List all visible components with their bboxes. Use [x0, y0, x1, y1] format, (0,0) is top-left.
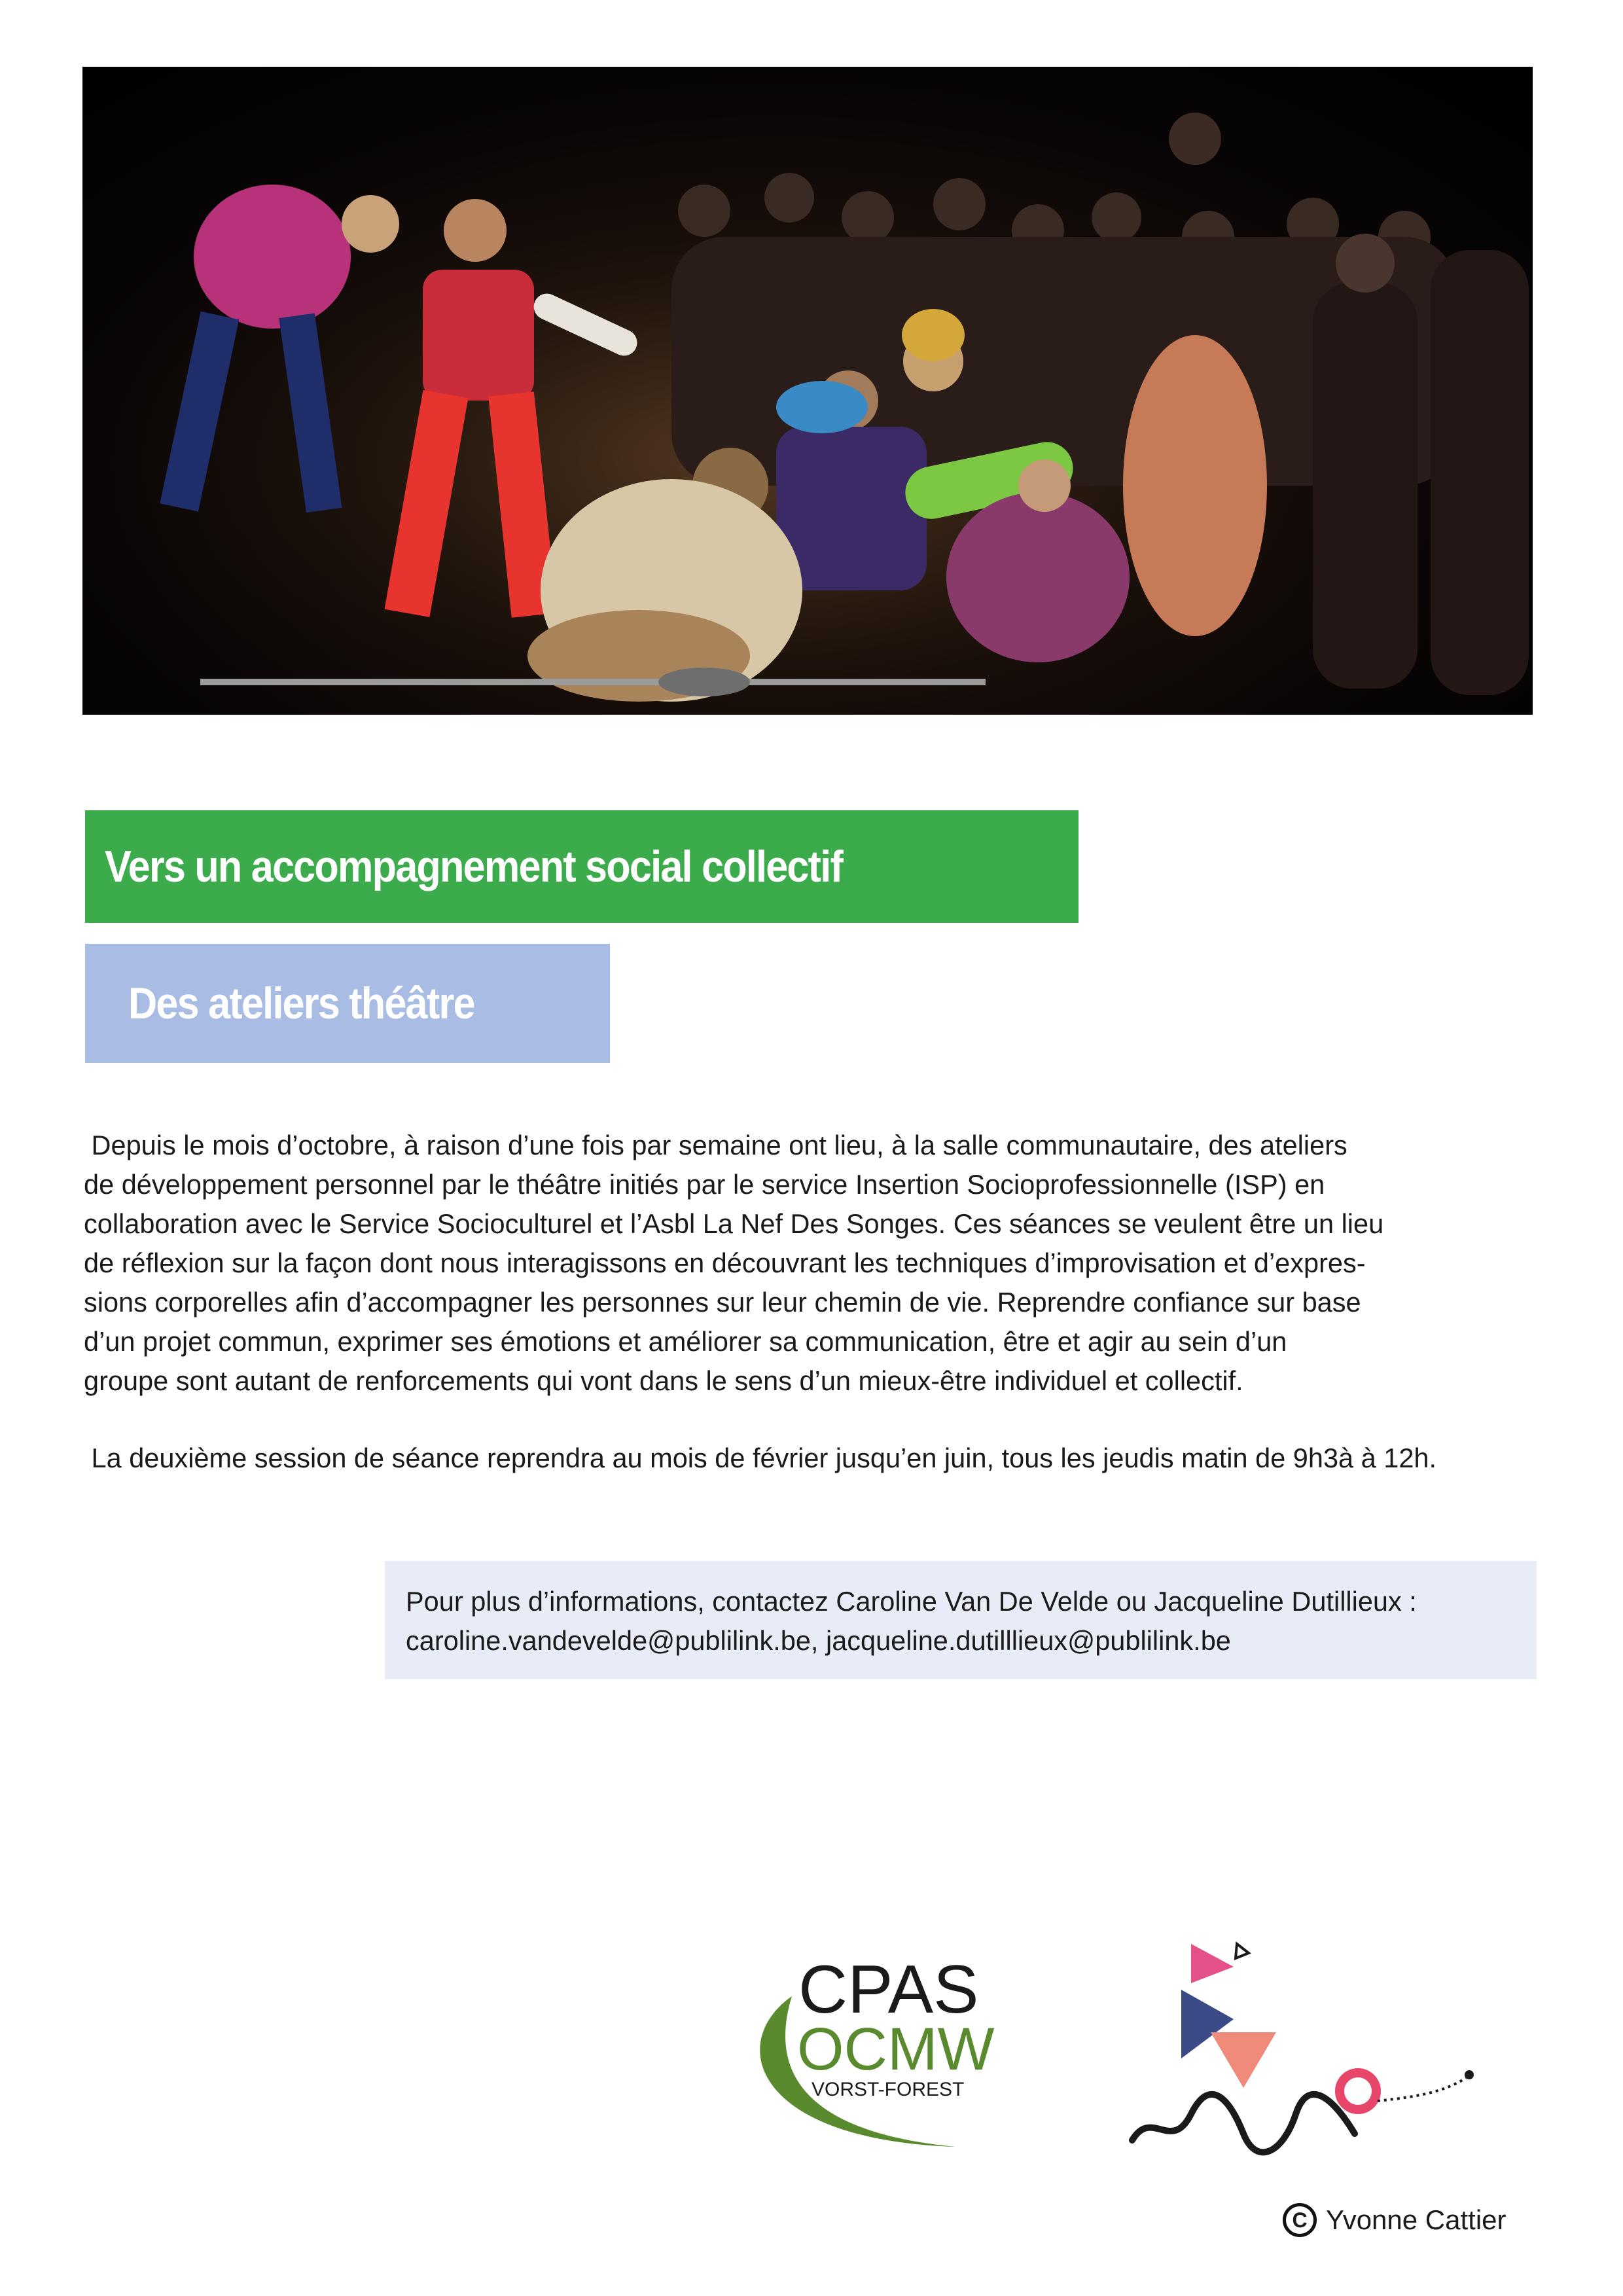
body-line: de développement personnel par le théâtre initiés par le service Insertion Socioprofessionnelle (ISP) en	[84, 1169, 1325, 1200]
body-line: collaboration avec le Service Socioculturel et l’Asbl La Nef Des Songes. Ces séances se veulent être un lieu	[84, 1208, 1384, 1239]
cpas-ocmw-logo	[740, 1950, 1001, 2160]
pink-triangle	[1191, 1944, 1234, 1983]
credit-name: Yvonne Cattier	[1326, 2204, 1507, 2235]
section-title-band	[85, 810, 1079, 923]
body-line: Depuis le mois d’octobre, à raison d’une fois par semaine ont lieu, à la salle communautaire, des ateliers	[84, 1130, 1347, 1160]
dotted-trail	[1378, 2078, 1466, 2101]
body-line: de réflexion sur la façon dont nous interagissons en découvrant les techniques d’improvisation et d’expres-	[84, 1247, 1366, 1278]
ink-squiggle	[1132, 2094, 1355, 2152]
nef-des-songes-logo	[1126, 1937, 1492, 2166]
cpas-text: CPAS	[798, 1952, 979, 2028]
contact-emails[interactable]: caroline.vandevelde@publilink.be, jacqueline.dutilllieux@publilink.be	[406, 1625, 1231, 1656]
section-subtitle: Des ateliers théâtre	[128, 978, 474, 1028]
ocmw-text: OCMW	[797, 2016, 995, 2083]
photo-credit	[1283, 2199, 1507, 2241]
body-paragraph	[84, 1126, 1537, 1401]
vorst-forest-text: VORST-FOREST	[812, 2079, 965, 2100]
theatre-scene-illustration	[82, 67, 1533, 715]
hero-photo	[82, 67, 1533, 715]
session-paragraph: La deuxième session de séance reprendra au mois de février jusqu’en juin, tous les jeudis matin de 9h3à à 12h.	[84, 1443, 1437, 1473]
body-line: groupe sont autant de renforcements qui vont dans le sens d’un mieux-être individuel et collectif.	[84, 1365, 1243, 1396]
section-subtitle-band	[85, 944, 610, 1063]
section-title: Vers un accompagnement social collectif	[105, 842, 843, 891]
body-line: sions corporelles afin d’accompagner les personnes sur leur chemin de vie. Reprendre confiance sur base	[84, 1287, 1361, 1318]
copyright-icon: C	[1283, 2203, 1317, 2237]
end-dot	[1465, 2070, 1474, 2079]
body-line: d’un projet commun, exprimer ses émotions et améliorer sa communication, être et agir au sein d’un	[84, 1326, 1287, 1357]
small-triangle	[1236, 1944, 1249, 1958]
salmon-triangle	[1211, 2032, 1276, 2088]
pink-ring	[1340, 2073, 1376, 2109]
contact-line: Pour plus d’informations, contactez Caroline Van De Velde ou Jacqueline Dutillieux :	[406, 1586, 1417, 1617]
contact-box	[385, 1561, 1537, 1679]
